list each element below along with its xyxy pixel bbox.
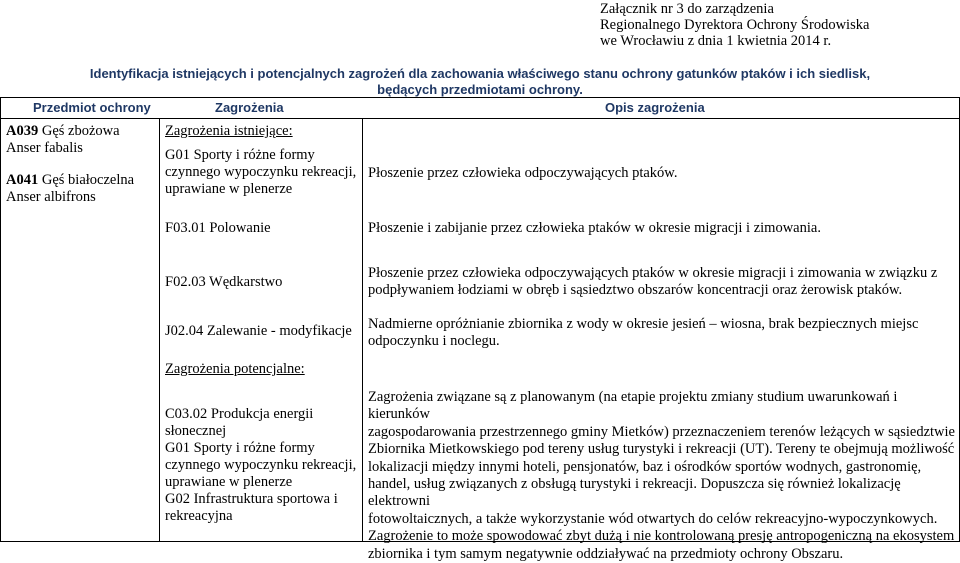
header-line-1: Załącznik nr 3 do zarządzenia [600,1,774,17]
subject-a039 [6,123,120,157]
desc-line: zagospodarowania przestrzennego gminy Mietków) przeznaczeniem terenów leżących w sąsiedztwie [368,423,955,440]
desc-potential [368,389,959,563]
potential-threats-label: Zagrożenia potencjalne: [165,361,305,377]
threat-line: uprawiane w plenerze [165,474,293,490]
column-divider [159,119,160,541]
subject-code: A039 [6,123,39,139]
existing-threats-label: Zagrożenia istniejące: [165,123,293,139]
threat-line: G01 Sporty i różne formy [165,440,315,456]
table-header [1,98,959,119]
desc-line: zbiornika i tym samym negatywnie oddziaływać na przedmioty ochrony Obszaru. [368,545,844,562]
threat-f0203: F02.03 Wędkarstwo [165,274,283,290]
desc-line: Zagrożenia związane są z planowanym (na etapie projektu zmiany studium uwarunkowań i kierunków [368,389,898,423]
desc-j0204 [368,316,918,350]
threat-j0204: J02.04 Zalewanie - modyfikacje [165,323,352,339]
threat-line: C03.02 Produkcja energii [165,406,314,422]
desc-line: podpływaniem łodziami w obręb i sąsiedztwo obszarów koncentracji oraz żerowisk ptaków. [368,282,903,298]
desc-line: lokalizacji między innymi hoteli, pensjonatów, baz i ośrodków sportów wodnych, gastronomię, [368,458,922,475]
threat-line: czynnego wypoczynku rekreacji, [165,164,357,180]
threats-table [0,97,960,562]
title-line-2: będących przedmiotami ochrony. [377,82,583,97]
desc-line: Zagrożenie to może spowodować zbyt dużą i nie kontrolowaną presję antropogeniczną na ekosystem [368,528,955,545]
header-subject: Przedmiot ochrony [33,100,151,115]
desc-line: Płoszenie przez człowieka odpoczywających ptaków w okresie migracji i zimowania w związku z [368,265,938,281]
subject-name: Gęś białoczelna [41,172,135,188]
document-title [40,66,920,98]
column-divider [362,119,363,541]
threat-line: rekreacyjna [165,508,233,524]
header-threat: Zagrożenia [215,100,284,115]
threat-line: G02 Infrastruktura sportowa i [165,491,338,507]
threat-g01 [165,147,356,198]
subject-name: Gęś zbożowa [41,123,120,139]
desc-line: odpoczynku i noclegu. [368,333,500,349]
threat-f0301: F03.01 Polowanie [165,220,271,236]
threat-potential [165,406,356,525]
threat-line: G01 Sporty i różne formy [165,147,315,163]
document-header [600,1,869,49]
header-line-3: we Wrocławiu z dnia 1 kwietnia 2014 r. [600,33,832,49]
desc-line: fotowoltaicznych, a także wykorzystanie wód otwartych do celów rekreacyjno-wypoczynkowych. [368,510,938,527]
desc-line: handel, usług związanych z obsługą turystyki i rekreacji. Dopuszcza się również lokalizację elektrowni [368,476,901,510]
subject-latin: Anser albifrons [6,189,96,205]
header-description: Opis zagrożenia [605,100,705,115]
desc-line: Nadmierne opróżnianie zbiornika z wody w okresie jesień – wiosna, brak bezpiecznych miejsc [368,316,919,332]
header-line-2: Regionalnego Dyrektora Ochrony Środowiska [600,17,870,33]
threat-line: słonecznej [165,423,227,439]
desc-f0301: Płoszenie i zabijanie przez człowieka ptaków w okresie migracji i zimowania. [368,220,821,236]
subject-latin: Anser fabalis [6,140,83,156]
threat-line: czynnego wypoczynku rekreacji, [165,457,357,473]
threat-line: uprawiane w plenerze [165,181,293,197]
subject-code: A041 [6,172,39,188]
title-line-1: Identyfikacja istniejących i potencjalnych zagrożeń dla zachowania właściwego stanu ochrony gatunków ptaków i ich siedlisk, [89,66,871,81]
desc-f0203 [368,265,937,299]
desc-g01: Płoszenie przez człowieka odpoczywających ptaków. [368,165,678,181]
subject-a041 [6,172,134,206]
desc-line: Zbiornika Mietkowskiego pod tereny usług turystyki i rekreacji (UT). Tereny te obejmują możliwość [368,441,955,458]
